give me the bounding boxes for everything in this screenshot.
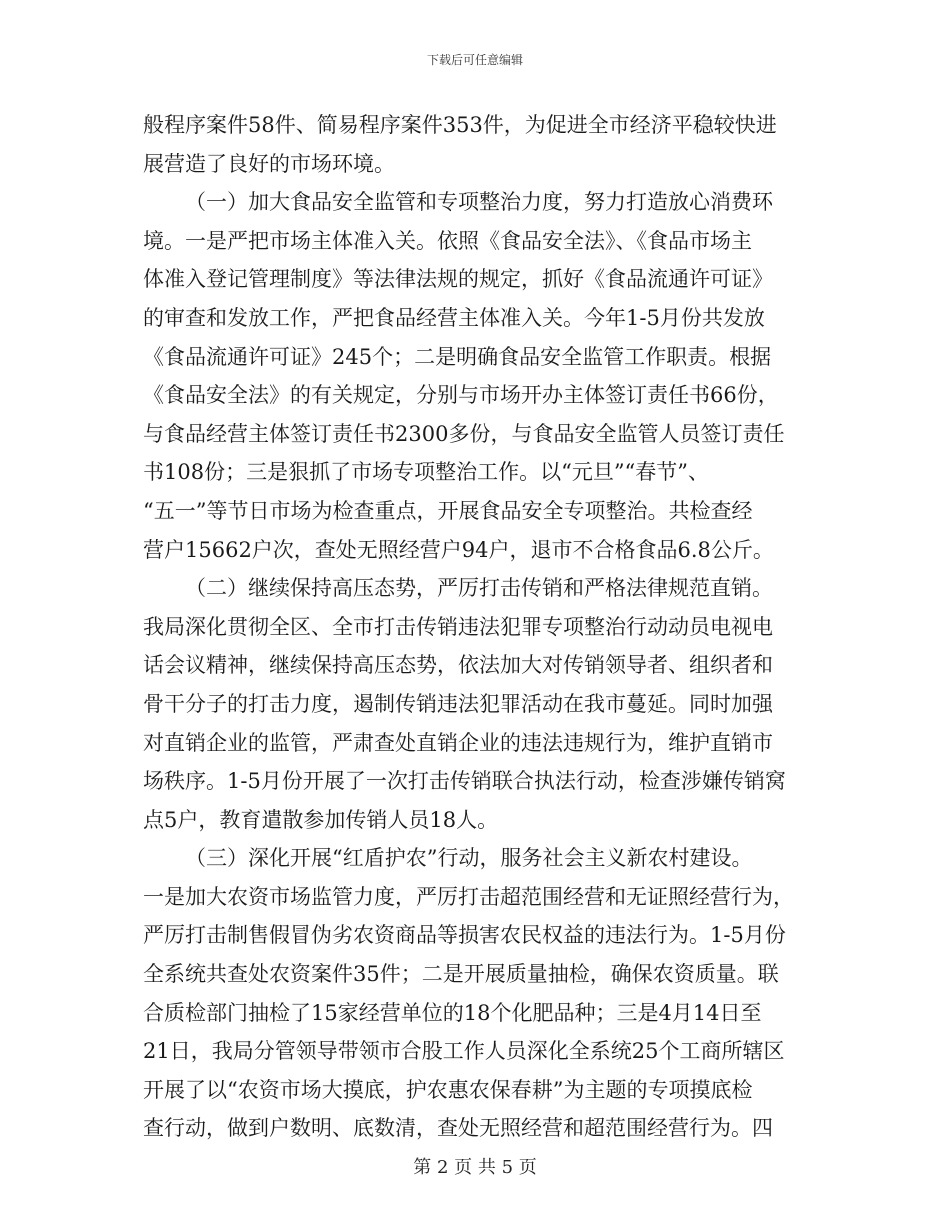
text-line: 骨干分子的打击力度，遏制传销违法犯罪活动在我市蔓延。同时加强 xyxy=(143,691,773,716)
page-number: 第 2 页 共 5 页 xyxy=(413,1157,537,1178)
text-line: 《食品安全法》的有关规定，分别与市场开办主体签订责任书66份， xyxy=(143,383,779,408)
text-line: 对直销企业的监管，严肃查处直销企业的违法违规行为，维护直销市 xyxy=(143,730,773,755)
text-line: 一是加大农资市场监管力度，严厉打击超范围经营和无证照经营行为， xyxy=(143,884,794,909)
paragraph-heading: （一）加大食品安全监管和专项整治力度，努力打造放心消费环 xyxy=(185,190,773,215)
text-line: 的审查和发放工作，严把食品经营主体准入关。今年1-5月份共发放 xyxy=(143,305,765,330)
text-line: 体准入登记管理制度》等法律法规的规定，抓好《食品流通许可证》 xyxy=(143,267,773,292)
text-line: 全系统共查处农资案件35件；二是开展质量抽检，确保农资质量。联 xyxy=(143,962,779,987)
page-header: 下载后可任意编辑 xyxy=(426,53,523,67)
text-line: 查行动，做到户数明、底数清，查处无照经营和超范围经营行为。四 xyxy=(143,1116,773,1141)
text-line: 点5户，教育遣散参加传销人员18人。 xyxy=(143,807,499,832)
paragraph-heading: （二）继续保持高压态势，严厉打击传销和严格法律规范直销。 xyxy=(185,576,773,601)
paragraph-heading: （三）深化开展“红盾护农”行动，服务社会主义新农村建设。 xyxy=(185,846,753,871)
document-body xyxy=(143,106,809,1148)
text-line: 话会议精神，继续保持高压态势，依法加大对传销领导者、组织者和 xyxy=(143,653,773,678)
text-line: 营户15662户次，查处无照经营户94户，退市不合格食品6.8公斤。 xyxy=(143,537,774,562)
text-line: 我局深化贯彻全区、全市打击传销违法犯罪专项整治行动动员电视电 xyxy=(143,614,773,639)
text-line: 《食品流通许可证》245个；二是明确食品安全监管工作职责。根据 xyxy=(143,344,772,369)
text-line: 书108份；三是狠抓了市场专项整治工作。以“元旦”“春节”、 xyxy=(143,460,710,485)
text-line: 般程序案件58件、简易程序案件353件，为促进全市经济平稳较快进 xyxy=(143,113,777,137)
text-line: 严厉打击制售假冒伪劣农资商品等损害农民权益的违法行为。1-5月份 xyxy=(143,923,786,948)
text-line: 21日，我局分管领导带领市合股工作人员深化全系统25个工商所辖区 xyxy=(143,1039,785,1064)
text-line: “五一”等节日市场为检查重点，开展食品安全专项整治。共检查经 xyxy=(143,498,753,523)
text-line: 境。一是严把市场主体准入关。依照《食品安全法》、《食品市场主 xyxy=(143,228,752,253)
text-line: 与食品经营主体签订责任书2300多份，与食品安全监管人员签订责任 xyxy=(143,421,785,446)
text-line: 场秩序。1-5月份开展了一次打击传销联合执法行动，检查涉嫌传销窝 xyxy=(143,769,786,794)
text-line: 开展了以“农资市场大摸底，护农惠农保春耕”为主题的专项摸底检 xyxy=(143,1077,753,1102)
text-line: 合质检部门抽检了15家经营单位的18个化肥品种；三是4月14日至 xyxy=(143,1000,762,1025)
text-line: 展营造了良好的市场环境。 xyxy=(143,151,395,176)
